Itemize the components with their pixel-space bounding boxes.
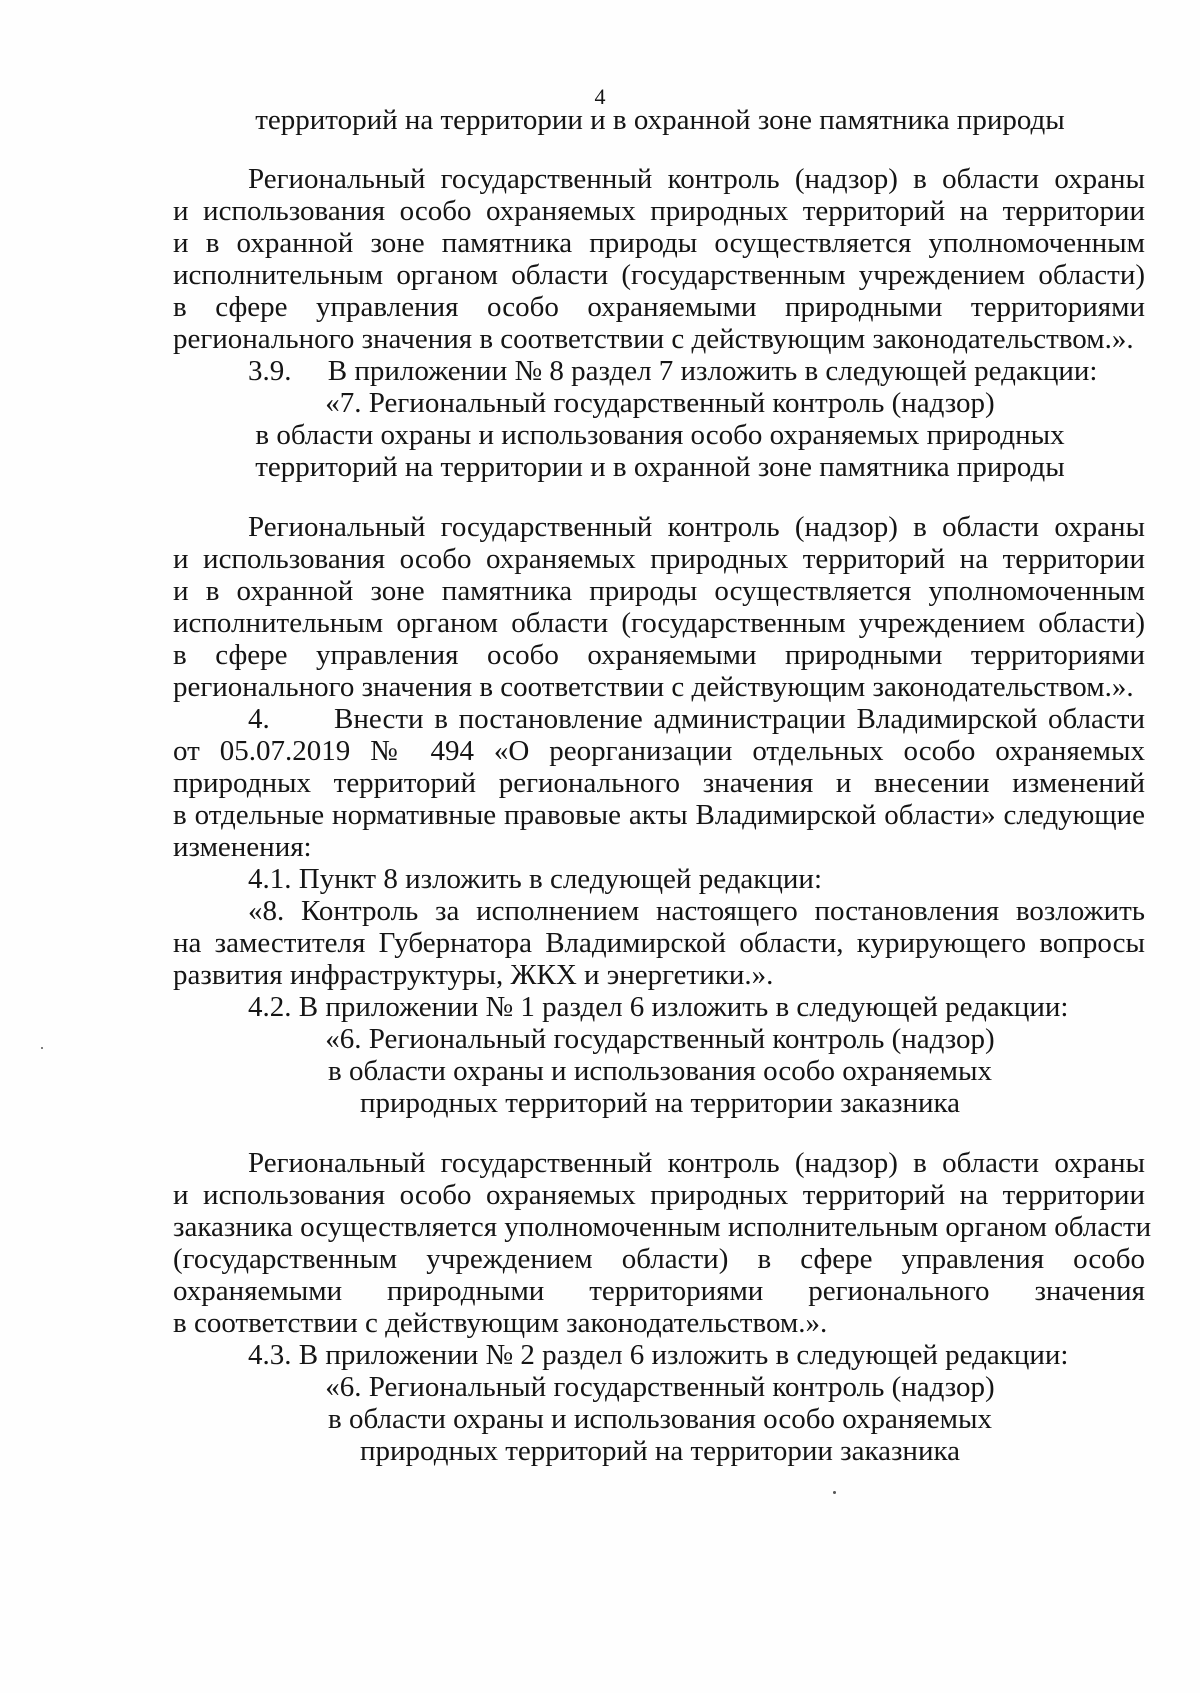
section-heading-line: территорий на территории и в охранной зоне памятника природы — [255, 451, 1065, 483]
paragraph-line: на заместителя Губернатора Владимирской области, курирующего вопросы — [173, 927, 1145, 959]
clause-line: 4.2. В приложении № 1 раздел 6 изложить в следующей редакции: — [248, 991, 1069, 1023]
paragraph-line: регионального значения в соответствии с действующим законодательством.». — [173, 323, 1134, 355]
paragraph-line: в соответствии с действующим законодательством.». — [173, 1307, 828, 1339]
clause-line: 4.3. В приложении № 2 раздел 6 изложить в следующей редакции: — [248, 1339, 1069, 1371]
clause-line: 4. Внести в постановление администрации Владимирской области — [248, 703, 1145, 735]
section-heading-line: «7. Региональный государственный контроль (надзор) — [325, 387, 995, 419]
paragraph-line: исполнительным органом области (государственным учреждением области) — [173, 259, 1145, 291]
section-heading-line: «6. Региональный государственный контроль (надзор) — [325, 1023, 995, 1055]
paragraph-line: в сфере управления особо охраняемыми природными территориями — [173, 291, 1145, 323]
paragraph-line: и в охранной зоне памятника природы осуществляется уполномоченным — [173, 227, 1145, 259]
section-heading-line: «6. Региональный государственный контроль (надзор) — [325, 1371, 995, 1403]
paragraph-line: регионального значения в соответствии с действующим законодательством.». — [173, 671, 1134, 703]
scan-speck — [833, 1491, 836, 1494]
paragraph-line: Региональный государственный контроль (надзор) в области охраны — [248, 1147, 1145, 1179]
paragraph-line: в сфере управления особо охраняемыми природными территориями — [173, 639, 1145, 671]
clause-line: 4.1. Пункт 8 изложить в следующей редакции: — [248, 863, 823, 895]
paragraph-line: Региональный государственный контроль (надзор) в области охраны — [248, 511, 1145, 543]
paragraph-line: от 05.07.2019 № 494 «О реорганизации отдельных особо охраняемых — [173, 735, 1145, 767]
paragraph-line: изменения: — [173, 831, 312, 863]
paragraph-line: природных территорий регионального значения и внесении изменений — [173, 767, 1145, 799]
paragraph-line: Региональный государственный контроль (надзор) в области охраны — [248, 163, 1145, 195]
paragraph-line: «8. Контроль за исполнением настоящего постановления возложить — [248, 895, 1145, 927]
paragraph-line: (государственным учреждением области) в сфере управления особо — [173, 1243, 1145, 1275]
section-heading-line: природных территорий на территории заказника — [359, 1435, 960, 1467]
paragraph-line: и использования особо охраняемых природных территорий на территории — [173, 543, 1145, 575]
paragraph-line: в отдельные нормативные правовые акты Владимирской области» следующие — [173, 799, 1145, 831]
paragraph-line: исполнительным органом области (государственным учреждением области) — [173, 607, 1145, 639]
section-heading-line: в области охраны и использования особо охраняемых — [328, 1055, 992, 1087]
scan-speck — [41, 1047, 43, 1049]
paragraph-line: охраняемыми природными территориями регионального значения — [173, 1275, 1145, 1307]
section-heading-line: природных территорий на территории заказника — [359, 1087, 960, 1119]
paragraph-line: развития инфраструктуры, ЖКХ и энергетики.». — [173, 959, 774, 991]
paragraph-line: и использования особо охраняемых природных территорий на территории — [173, 195, 1145, 227]
section-heading-line: в области охраны и использования особо охраняемых — [328, 1403, 992, 1435]
section-heading-line: в области охраны и использования особо охраняемых природных — [255, 419, 1065, 451]
clause-line: 3.9. В приложении № 8 раздел 7 изложить в следующей редакции: — [248, 355, 1098, 387]
paragraph-line: и использования особо охраняемых природных территорий на территории — [173, 1179, 1145, 1211]
paragraph-line: и в охранной зоне памятника природы осуществляется уполномоченным — [173, 575, 1145, 607]
paragraph-line: заказника осуществляется уполномоченным исполнительным органом области — [173, 1211, 1152, 1243]
page-number: 4 — [594, 84, 606, 109]
section-heading-line: территорий на территории и в охранной зоне памятника природы — [255, 104, 1065, 136]
